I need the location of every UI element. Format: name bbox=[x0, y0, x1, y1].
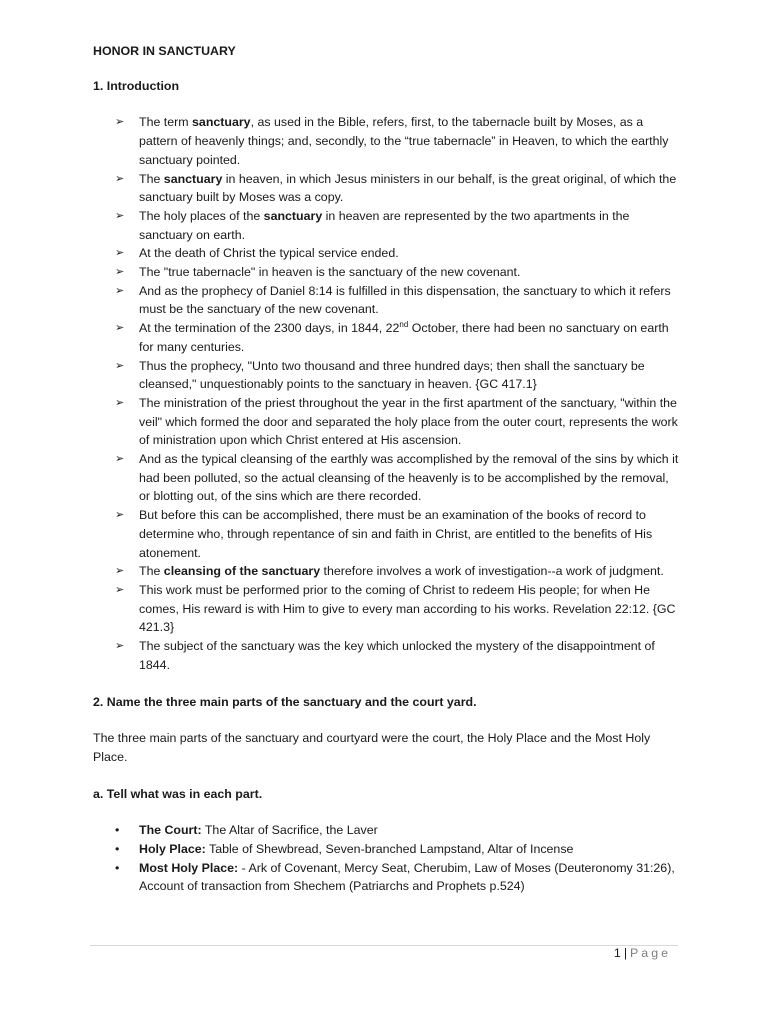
introduction-bullet bbox=[93, 637, 683, 674]
section-2-paragraph: The three main parts of the sanctuary and courtyard were the court, the Holy Place and the Most Holy Place. bbox=[93, 731, 651, 764]
arrow-bullet-icon: ➢ bbox=[115, 283, 125, 297]
arrow-bullet-icon: ➢ bbox=[115, 265, 125, 279]
introduction-bullet bbox=[93, 207, 683, 244]
bullet-text: The ministration of the priest throughout the year in the first apartment of the sanctuary, "within the veil" which formed the door and separated the holy place from the outer court, represents the work of ministration upon which Christ entered at His ascension. bbox=[139, 395, 678, 448]
section-2-heading: 2. Name the three main parts of the sanctuary and the court yard. bbox=[93, 694, 477, 709]
arrow-bullet-icon: ➢ bbox=[115, 452, 125, 466]
bullet-text: therefore involves a work of investigation--a work of judgment. bbox=[320, 564, 664, 579]
arrow-bullet-icon: ➢ bbox=[115, 639, 125, 653]
introduction-bullet bbox=[93, 357, 683, 394]
introduction-bullet bbox=[93, 581, 683, 637]
bullet-text: The bbox=[139, 564, 164, 579]
arrow-bullet-icon: ➢ bbox=[115, 564, 125, 578]
introduction-bullet bbox=[93, 562, 683, 581]
bullet-text: Thus the prophecy, "Unto two thousand and three hundred days; then shall the sanctuary be cleansed," unquestionably points to the sanctuary in heaven. {GC 417.1} bbox=[139, 358, 645, 392]
dot-bullet-icon: • bbox=[115, 823, 120, 838]
introduction-bullet bbox=[93, 263, 683, 282]
part-label: The Court: bbox=[139, 823, 202, 838]
part-bullet bbox=[93, 821, 683, 840]
arrow-bullet-icon: ➢ bbox=[115, 115, 125, 129]
bullet-text: But before this can be accomplished, there must be an examination of the books of record to determine who, through repentance of sin and faith in Christ, are entitled to the benefits of His atonement. bbox=[139, 508, 653, 560]
page-number: 1 bbox=[613, 946, 621, 960]
footer-divider bbox=[90, 945, 678, 946]
section-1-heading: 1. Introduction bbox=[93, 78, 180, 93]
arrow-bullet-icon: ➢ bbox=[115, 358, 125, 372]
dot-bullet-icon: • bbox=[115, 842, 120, 857]
bold-text: sanctuary bbox=[263, 208, 323, 223]
introduction-bullet bbox=[93, 450, 683, 506]
bullet-text: The "true tabernacle" in heaven is the sanctuary of the new covenant. bbox=[139, 265, 521, 280]
bullet-text: This work must be performed prior to the coming of Christ to redeem His people; for when He comes, His reward is with Him to give to every man according to his works. Revelation 22:12. {GC 421.3} bbox=[139, 582, 676, 635]
bullet-text: At the termination of the 2300 days, in 1844, 22 bbox=[139, 321, 400, 336]
arrow-bullet-icon: ➢ bbox=[115, 171, 125, 185]
bullet-text: The term bbox=[139, 115, 193, 130]
bullet-text: , as used in the Bible, refers, first, to the tabernacle built by Moses, as a pattern of heavenly things; and, secondly, to the “true tabernacle” in Heaven, to which the earthly sanctuary pointed. bbox=[139, 115, 669, 167]
introduction-bullet bbox=[93, 113, 683, 169]
bold-text: sanctuary bbox=[192, 115, 251, 130]
page-content bbox=[93, 42, 683, 896]
bullet-text: At the death of Christ the typical service ended. bbox=[139, 246, 399, 261]
section-a-heading: a. Tell what was in each part. bbox=[93, 786, 263, 801]
page-footer bbox=[614, 946, 671, 960]
footer-separator: | bbox=[623, 946, 628, 960]
part-label: Holy Place: bbox=[139, 842, 206, 857]
dot-bullet-icon: • bbox=[115, 860, 120, 875]
arrow-bullet-icon: ➢ bbox=[115, 246, 125, 260]
introduction-bullet bbox=[93, 394, 683, 450]
part-contents: - Ark of Covenant, Mercy Seat, Cherubim, Law of Moses (Deuteronomy 31:26), Account of transaction from Shechem (Patriarchs and Prophets p.524) bbox=[139, 860, 675, 894]
introduction-bullet bbox=[93, 244, 683, 263]
bullet-text: The subject of the sanctuary was the key which unlocked the mystery of the disappointment of 1844. bbox=[139, 639, 655, 672]
bullet-text: The holy places of the bbox=[139, 208, 264, 223]
introduction-bullet bbox=[93, 319, 683, 356]
bold-text: cleansing of the sanctuary bbox=[163, 564, 321, 579]
bullet-text: in heaven are represented by the two apartments in the sanctuary on earth. bbox=[139, 208, 630, 242]
bullet-text: And as the typical cleansing of the earthly was accomplished by the removal of the sins by which it had been polluted, so the actual cleansing of the heavenly is to be accomplished by the removal, or blotting out, of the sins which are there recorded. bbox=[139, 452, 679, 504]
bullet-text: October, there had been no sanctuary on earth for many centuries. bbox=[139, 321, 669, 354]
introduction-bullet bbox=[93, 506, 683, 562]
introduction-bullet bbox=[93, 170, 683, 207]
bold-text: sanctuary bbox=[163, 171, 223, 186]
arrow-bullet-icon: ➢ bbox=[115, 208, 125, 222]
part-bullet bbox=[93, 859, 683, 896]
arrow-bullet-icon: ➢ bbox=[115, 321, 125, 335]
arrow-bullet-icon: ➢ bbox=[115, 582, 125, 596]
part-contents: The Altar of Sacrifice, the Laver bbox=[201, 823, 378, 838]
page-label: Page bbox=[630, 946, 671, 960]
bullet-text: The bbox=[139, 171, 164, 186]
introduction-bullet bbox=[93, 282, 683, 319]
part-contents: Table of Shewbread, Seven-branched Lampstand, Altar of Incense bbox=[205, 842, 574, 857]
bullet-text: nd bbox=[399, 320, 409, 330]
introduction-bullet-list bbox=[93, 113, 683, 674]
document-title: HONOR IN SANCTUARY bbox=[93, 44, 236, 58]
arrow-bullet-icon: ➢ bbox=[115, 395, 125, 409]
parts-bullet-list bbox=[93, 821, 683, 896]
part-label: Most Holy Place: bbox=[139, 860, 239, 875]
bullet-text: in heaven, in which Jesus ministers in our behalf, is the great original, of which the sanctuary built by Moses was a copy. bbox=[139, 171, 677, 205]
bullet-text: And as the prophecy of Daniel 8:14 is fulfilled in this dispensation, the sanctuary to which it refers must be the sanctuary of the new covenant. bbox=[139, 283, 671, 317]
part-bullet bbox=[93, 840, 683, 859]
arrow-bullet-icon: ➢ bbox=[115, 508, 125, 522]
